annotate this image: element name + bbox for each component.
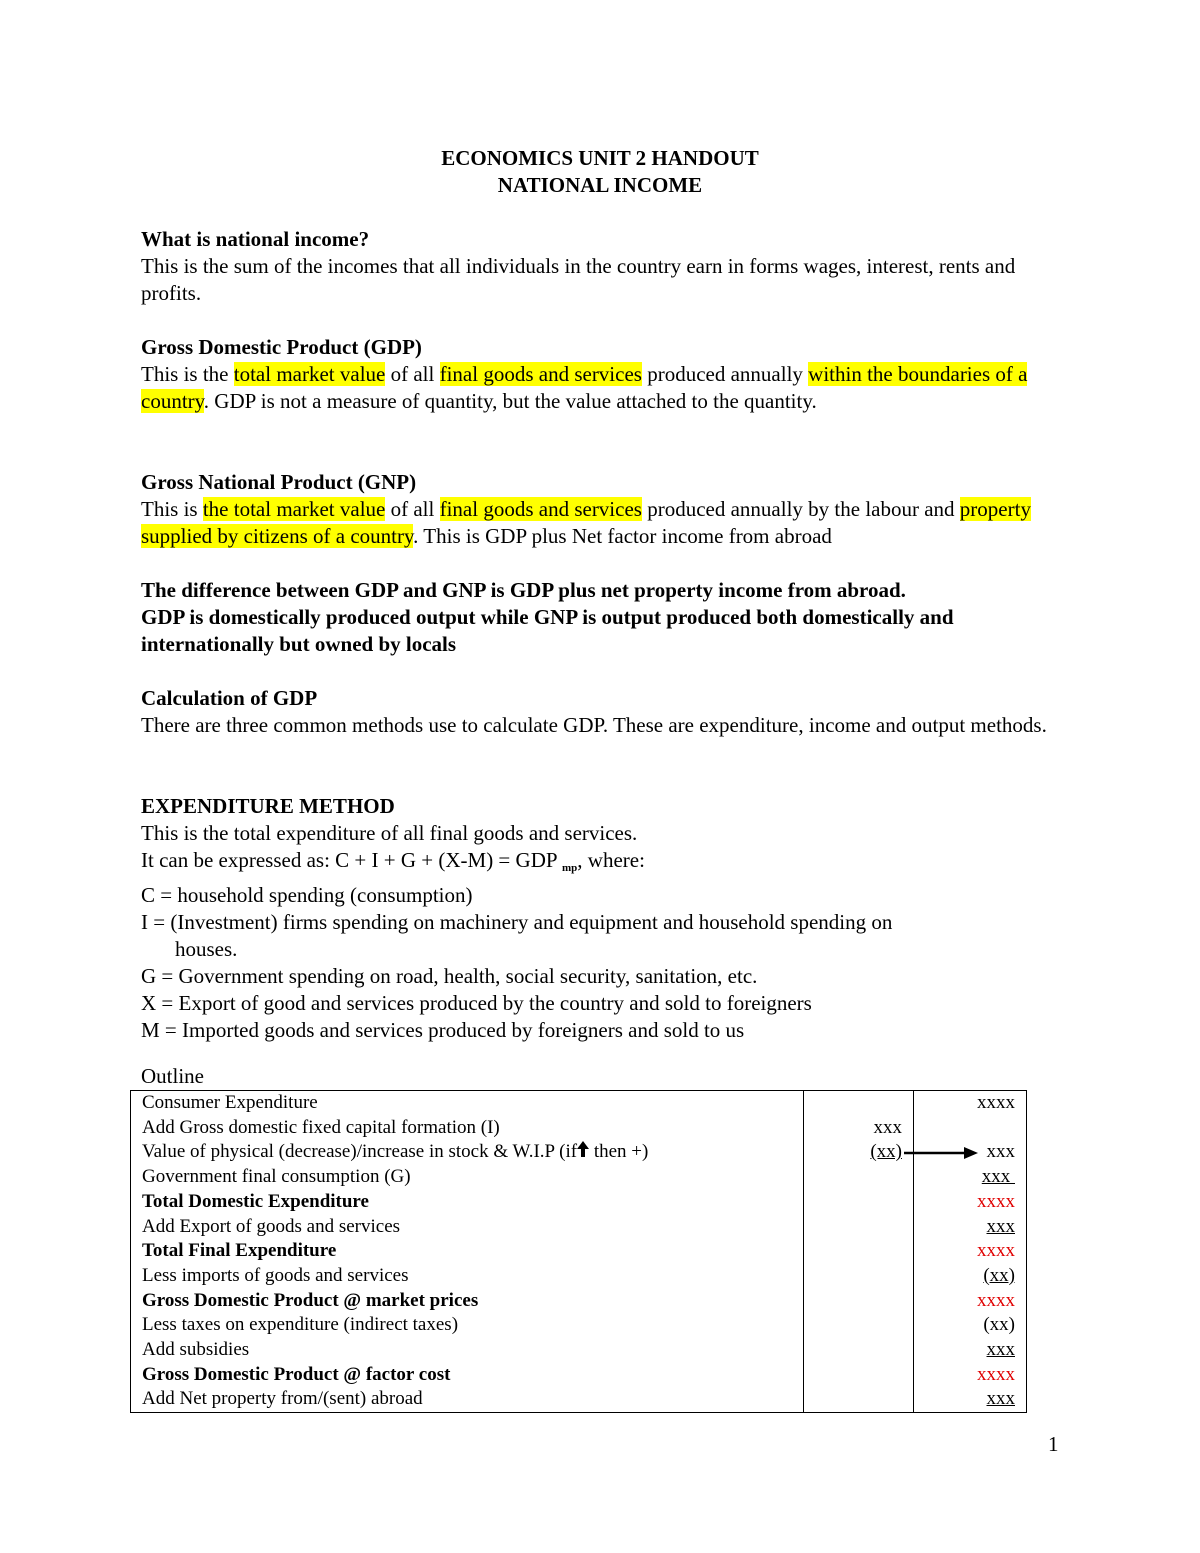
row-mid (804, 1190, 914, 1215)
gdp-text-3: produced annually (641, 362, 809, 386)
table-row (131, 1239, 1027, 1264)
row-label: Total Final Expenditure (131, 1239, 804, 1264)
table-row (131, 1091, 1027, 1116)
right-arrow-icon (892, 1144, 982, 1162)
gnp-highlight-3: property supplied by citizens of a country (141, 497, 1031, 548)
gnp-text-3: produced annually by the labour and (641, 497, 960, 521)
row-mid (804, 1338, 914, 1363)
gnp-text-2: of all (385, 497, 440, 521)
section-gnp (141, 469, 1071, 550)
gnp-text-1: This is (141, 497, 203, 521)
table-row (131, 1313, 1027, 1338)
row-label-pre: Value of physical (decrease)/increase in stock & W.I.P (if (142, 1141, 578, 1163)
table-row (131, 1116, 1027, 1141)
text-national-income: This is the sum of the incomes that all individuals in the country earn in forms wages, interest, rents and profits. (141, 254, 1016, 305)
table-row (131, 1338, 1027, 1363)
gnp-highlight-2: final goods and services (439, 497, 642, 521)
outline-table (130, 1090, 1027, 1413)
row-label: Less imports of goods and services (131, 1264, 804, 1289)
formula-suffix: , where: (577, 848, 645, 872)
gnp-highlight-1: the total market value (202, 497, 386, 521)
text-gdp (141, 361, 1071, 415)
row-mid (804, 1264, 914, 1289)
gdp-highlight-3: within the boundaries of a country (141, 362, 1028, 413)
definition-g: G = Government spending on road, health, social security, sanitation, etc. (141, 964, 758, 988)
row-mid (804, 1239, 914, 1264)
text-calculation: There are three common methods use to calculate GDP. These are expenditure, income and output methods. (141, 713, 1047, 737)
table-row (131, 1190, 1027, 1215)
gdp-text-2: of all (385, 362, 440, 386)
row-mid (804, 1215, 914, 1240)
row-label: Government final consumption (G) (131, 1165, 804, 1190)
definition-c: C = household spending (consumption) (141, 883, 473, 907)
row-value (914, 1116, 1027, 1141)
outline-label: Outline (141, 1064, 204, 1088)
formula-subscript: mp (562, 862, 578, 874)
row-value: xxx (986, 1141, 1015, 1163)
gdp-text-1: This is the (141, 362, 234, 386)
difference-line2: GDP is domestically produced output while GNP is output produced both domestically and internationally but owned by locals (141, 605, 954, 656)
row-mid (804, 1091, 914, 1116)
row-label: Add Gross domestic fixed capital formation (I) (131, 1116, 804, 1141)
expenditure-formula (141, 847, 1071, 882)
document-title-line2: NATIONAL INCOME (497, 173, 703, 197)
table-row (131, 1363, 1027, 1388)
document-title-line1: ECONOMICS UNIT 2 HANDOUT (441, 146, 759, 170)
definition-i-cont: houses. (175, 937, 238, 961)
section-gdp (141, 334, 1071, 415)
heading-gdp: Gross Domestic Product (GDP) (141, 335, 422, 359)
gdp-highlight-2: final goods and services (439, 362, 642, 386)
section-calculation (141, 685, 1071, 739)
row-value: xxxx (977, 1289, 1015, 1311)
row-value: xxxx (977, 1190, 1015, 1212)
row-label: Gross Domestic Product @ market prices (131, 1289, 804, 1314)
table-row (131, 1289, 1027, 1314)
table-row (131, 1215, 1027, 1240)
row-value: xxxx (977, 1363, 1015, 1385)
row-value: xxx (986, 1339, 1015, 1361)
row-value: xxxx (977, 1240, 1015, 1262)
formula-text: It can be expressed as: C + I + G + (X-M) = GDP (141, 848, 563, 872)
row-mid: (xx) (804, 1140, 914, 1165)
heading-calculation: Calculation of GDP (141, 686, 318, 710)
row-mid (804, 1363, 914, 1388)
row-mid (804, 1387, 914, 1412)
definition-m: M = Imported goods and services produced by foreigners and sold to us (141, 1018, 745, 1042)
section-expenditure (141, 793, 1071, 1044)
section-national-income (141, 226, 1071, 307)
text-gnp (141, 496, 1071, 550)
table-row (131, 1165, 1027, 1190)
heading-expenditure: EXPENDITURE METHOD (141, 794, 395, 818)
table-row (131, 1264, 1027, 1289)
heading-gnp: Gross National Product (GNP) (141, 470, 417, 494)
row-label: Total Domestic Expenditure (131, 1190, 804, 1215)
row-label (131, 1140, 804, 1165)
table-row (131, 1387, 1027, 1412)
section-difference (141, 577, 1071, 658)
row-mid (804, 1165, 914, 1190)
row-label: Add Export of goods and services (131, 1215, 804, 1240)
row-value: xxx (981, 1166, 1015, 1188)
row-mid: xxx (804, 1116, 914, 1141)
row-label: Consumer Expenditure (131, 1091, 804, 1116)
row-mid (804, 1313, 914, 1338)
gdp-highlight-1: total market value (233, 362, 386, 386)
row-mid (804, 1289, 914, 1314)
row-label-post: then +) (589, 1141, 649, 1163)
difference-line1: The difference between GDP and GNP is GDP plus net property income from abroad. (141, 578, 906, 602)
row-label: Gross Domestic Product @ factor cost (131, 1363, 804, 1388)
row-value: xxx (986, 1388, 1015, 1410)
expenditure-line1: This is the total expenditure of all final goods and services. (141, 821, 638, 845)
row-value: xxx (986, 1215, 1015, 1237)
row-value: xxxx (977, 1092, 1015, 1113)
row-label: Add subsidies (131, 1338, 804, 1363)
row-value: (xx) (983, 1314, 1015, 1336)
page-number: 1 (1048, 1432, 1059, 1456)
definition-i: I = (Investment) firms spending on machinery and equipment and household spending on (141, 910, 893, 934)
row-label: Less taxes on expenditure (indirect taxes) (131, 1313, 804, 1338)
row-value: (xx) (983, 1264, 1015, 1286)
gdp-text-4: . GDP is not a measure of quantity, but the value attached to the quantity. (203, 389, 817, 413)
gnp-text-4: . This is GDP plus Net factor income from abroad (413, 524, 832, 548)
heading-national-income: What is national income? (141, 227, 370, 251)
definition-x: X = Export of good and services produced by the country and sold to foreigners (141, 991, 812, 1015)
row-label: Add Net property from/(sent) abroad (131, 1387, 804, 1412)
